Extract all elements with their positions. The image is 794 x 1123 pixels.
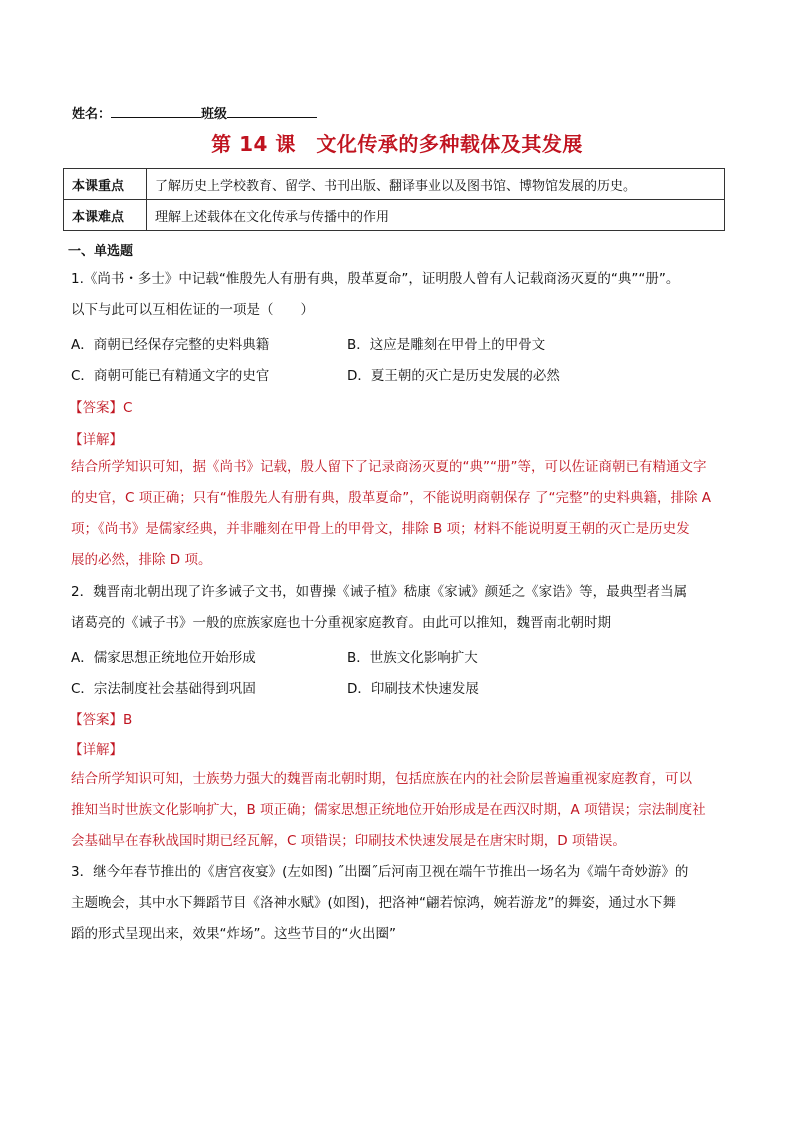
explanation-line: 项；《尚书》是儒家经典，并非雕刻在甲骨上的甲骨文，排除 B 项；材料不能说明夏王朝的灭亡是历史发 <box>71 521 690 537</box>
objective-value: 了解历史上学校教育、留学、书刊出版、翻译事业以及图书馆、博物馆发展的历史。 <box>147 169 725 200</box>
explanation-line: 结合所学知识可知，据《尚书》记载，殷人留下了记录商汤灭夏的“典”“册”等，可以佐证商朝已有精通文字 <box>71 459 707 475</box>
q2-detail-label: 【详解】 <box>69 742 123 758</box>
stem-line: 2．魏晋南北朝出现了许多诫子文书，如曹操《诫子植》嵇康《家诫》颜延之《家诰》等，最典型者当属 <box>71 584 688 600</box>
q2-option-b[interactable]: B．世族文化影响扩大 <box>347 650 478 666</box>
explanation-line: 结合所学知识可知，士族势力强大的魏晋南北朝时期，包括庶族在内的社会阶层普遍重视家庭教育，可以 <box>71 771 692 787</box>
q1-answer: 【答案】C <box>69 400 133 416</box>
student-info-line <box>72 103 317 122</box>
table-row <box>64 169 725 200</box>
explanation-line: 的史官，C 项正确；只有“惟殷先人有册有典，殷革夏命”，不能说明商朝保存 了“完整”的史料典籍，排除 A <box>71 490 712 506</box>
objective-key: 本课难点 <box>64 200 147 231</box>
explanation-line: 推知当时世族文化影响扩大，B 项正确；儒家思想正统地位开始形成是在西汉时期，A 项错误；宗法制度社 <box>71 802 706 818</box>
name-blank[interactable] <box>111 105 201 118</box>
stem-line: 主题晚会，其中水下舞蹈节目《洛神水赋》(如图)，把洛神“翩若惊鸿，婉若游龙”的舞姿，通过水下舞 <box>71 895 677 911</box>
stem-line: 3．继今年春节推出的《唐宫夜宴》(左如图) ˝出圈˝后河南卫视在端午节推出一场名为《端午奇妙游》的 <box>71 864 689 880</box>
lesson-title: 第 14 课 文化传承的多种载体及其发展 <box>211 132 583 156</box>
question-3-stem <box>71 857 731 950</box>
q1-option-b[interactable]: B．这应是雕刻在甲骨上的甲骨文 <box>347 337 546 353</box>
question-1-stem <box>71 264 731 326</box>
q2-explanation <box>71 764 731 857</box>
q1-option-d[interactable]: D．夏王朝的灭亡是历史发展的必然 <box>347 368 560 384</box>
q1-detail-label: 【详解】 <box>69 432 123 448</box>
q1-option-c[interactable]: C．商朝可能已有精通文字的史官 <box>71 368 270 384</box>
q2-answer: 【答案】B <box>69 712 133 728</box>
explanation-line: 展的必然，排除 D 项。 <box>71 552 212 568</box>
q1-option-a[interactable]: A．商朝已经保存完整的史料典籍 <box>71 337 270 353</box>
q2-option-a[interactable]: A．儒家思想正统地位开始形成 <box>71 650 256 666</box>
table-row <box>64 200 725 231</box>
stem-line: 蹈的形式呈现出来，效果“炸场”。这些节目的“火出圈” <box>71 926 396 942</box>
question-2-stem <box>71 577 731 639</box>
class-blank[interactable] <box>227 105 317 118</box>
stem-line: 诸葛亮的《诫子书》一般的庶族家庭也十分重视家庭教育。由此可以推知，魏晋南北朝时期 <box>71 615 611 631</box>
q2-option-d[interactable]: D．印刷技术快速发展 <box>347 681 479 697</box>
objectives-table <box>63 168 725 231</box>
name-label: 姓名： <box>72 107 112 122</box>
stem-line: 1.《尚书・多士》中记载“惟殷先人有册有典，殷革夏命”，证明殷人曾有人记载商汤灭夏的“典”“册”。 <box>71 271 680 287</box>
section-title: 一、单选题 <box>68 244 134 259</box>
q1-explanation <box>71 452 731 576</box>
stem-line: 以下与此可以互相佐证的一项是（ ） <box>71 302 314 318</box>
q2-option-c[interactable]: C．宗法制度社会基础得到巩固 <box>71 681 256 697</box>
objective-value: 理解上述载体在文化传承与传播中的作用 <box>147 200 725 231</box>
explanation-line: 会基础早在春秋战国时期已经瓦解，C 项错误；印刷技术快速发展是在唐宋时期，D 项错误。 <box>71 833 626 849</box>
objective-key: 本课重点 <box>64 169 147 200</box>
class-label: 班级 <box>201 107 228 122</box>
